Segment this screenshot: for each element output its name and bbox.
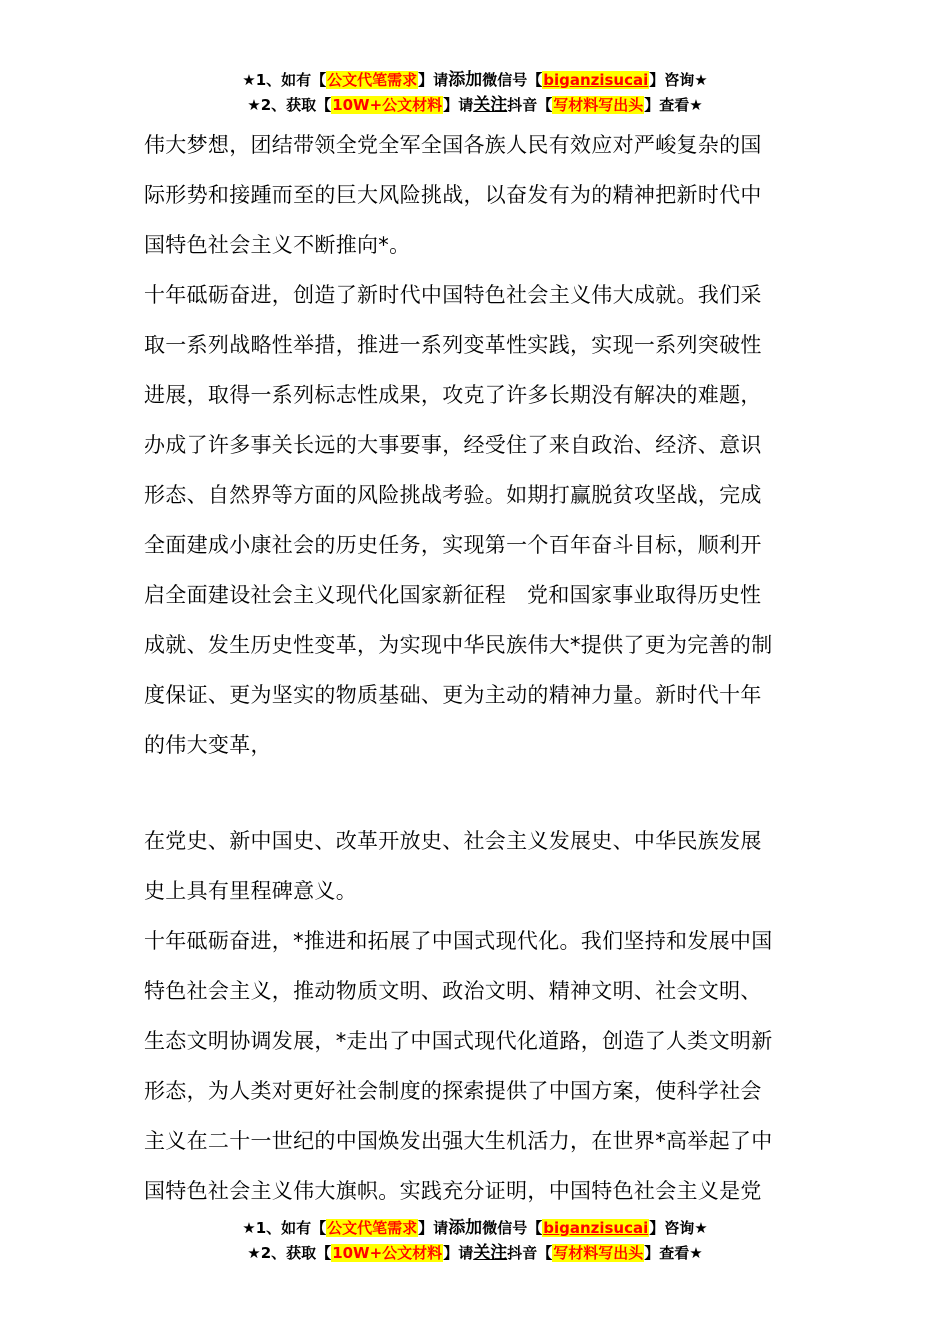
banner-text: ★2、获取【 <box>247 1244 332 1262</box>
body-line: 形态、自然界等方面的风险挑战考验。如期打赢脱贫攻坚战，完成 <box>144 483 762 507</box>
banner-text: ★1、如有【 <box>242 1219 327 1237</box>
highlight-materials: 10W+公文材料 <box>332 96 443 114</box>
body-line: 进展，取得一系列标志性成果，攻克了许多长期没有解决的难题， <box>144 383 762 407</box>
banner-line-2 <box>0 94 950 119</box>
footer-banner <box>0 1217 950 1267</box>
banner-emphasis: 添加 <box>448 1218 483 1238</box>
highlight-service: 公文代笔需求 <box>327 1219 418 1237</box>
banner-text: 】咨询★ <box>649 1219 708 1237</box>
body-line: 的伟大变革， <box>144 733 272 757</box>
body-line: 成就、发生历史性变革，为实现中华民族伟大*提供了更为完善的制 <box>144 633 773 657</box>
body-line: 形态，为人类对更好社会制度的探索提供了中国方案，使科学社会 <box>144 1079 762 1103</box>
body-line: 办成了许多事关长远的大事要事，经受住了来自政治、经济、意识 <box>144 433 762 457</box>
banner-text: 抖音【 <box>507 96 553 114</box>
highlight-materials: 10W+公文材料 <box>332 1244 443 1262</box>
highlight-wechat-id: biganzisucai <box>543 1219 649 1237</box>
body-line: 生态文明协调发展，*走出了中国式现代化道路，创造了人类文明新 <box>144 1029 773 1053</box>
banner-line-1 <box>0 69 950 94</box>
banner-text: 】请 <box>418 1219 449 1237</box>
body-line: 际形势和接踵而至的巨大风险挑战，以奋发有为的精神把新时代中 <box>144 183 762 207</box>
banner-text: 抖音【 <box>507 1244 553 1262</box>
banner-text: 】请 <box>418 71 449 89</box>
body-line: 在党史、新中国史、改革开放史、社会主义发展史、中华民族发展 <box>144 829 762 853</box>
banner-emphasis: 关注 <box>473 1243 508 1263</box>
banner-text: 微信号【 <box>482 1219 543 1237</box>
body-line: 国特色社会主义伟大旗帜。实践充分证明，中国特色社会主义是党 <box>144 1179 762 1203</box>
banner-line-1 <box>0 1217 950 1242</box>
document-body-block-2 <box>144 816 812 1216</box>
body-line: 取一系列战略性举措，推进一系列变革性实践，实现一系列突破性 <box>144 333 762 357</box>
banner-text: ★1、如有【 <box>242 71 327 89</box>
document-body-block-1 <box>144 120 812 770</box>
body-line: 十年砥砺奋进，创造了新时代中国特色社会主义伟大成就。我们采 <box>144 283 762 307</box>
body-line: 国特色社会主义不断推向*。 <box>144 233 411 257</box>
banner-emphasis: 关注 <box>473 95 508 115</box>
body-line: 全面建成小康社会的历史任务，实现第一个百年奋斗目标，顺利开 <box>144 533 762 557</box>
banner-text: 】咨询★ <box>649 71 708 89</box>
body-line: 伟大梦想，团结带领全党全军全国各族人民有效应对严峻复杂的国 <box>144 133 762 157</box>
body-line: 启全面建设社会主义现代化国家新征程 党和国家事业取得历史性 <box>144 583 762 607</box>
banner-text: 】请 <box>443 1244 474 1262</box>
highlight-douyin: 写材料写出头 <box>553 1244 644 1262</box>
banner-emphasis: 添加 <box>448 70 483 90</box>
highlight-service: 公文代笔需求 <box>327 71 418 89</box>
banner-text: 】查看★ <box>644 1244 703 1262</box>
banner-text: ★2、获取【 <box>247 96 332 114</box>
highlight-wechat-id: biganzisucai <box>543 71 649 89</box>
highlight-douyin: 写材料写出头 <box>553 96 644 114</box>
header-banner <box>0 69 950 119</box>
banner-line-2 <box>0 1242 950 1267</box>
body-line: 十年砥砺奋进，*推进和拓展了中国式现代化。我们坚持和发展中国 <box>144 929 773 953</box>
banner-text: 微信号【 <box>482 71 543 89</box>
body-line: 特色社会主义，推动物质文明、政治文明、精神文明、社会文明、 <box>144 979 762 1003</box>
banner-text: 】请 <box>443 96 474 114</box>
body-line: 主义在二十一世纪的中国焕发出强大生机活力，在世界*高举起了中 <box>144 1129 773 1153</box>
body-line: 度保证、更为坚实的物质基础、更为主动的精神力量。新时代十年 <box>144 683 762 707</box>
body-line: 史上具有里程碑意义。 <box>144 879 357 903</box>
banner-text: 】查看★ <box>644 96 703 114</box>
